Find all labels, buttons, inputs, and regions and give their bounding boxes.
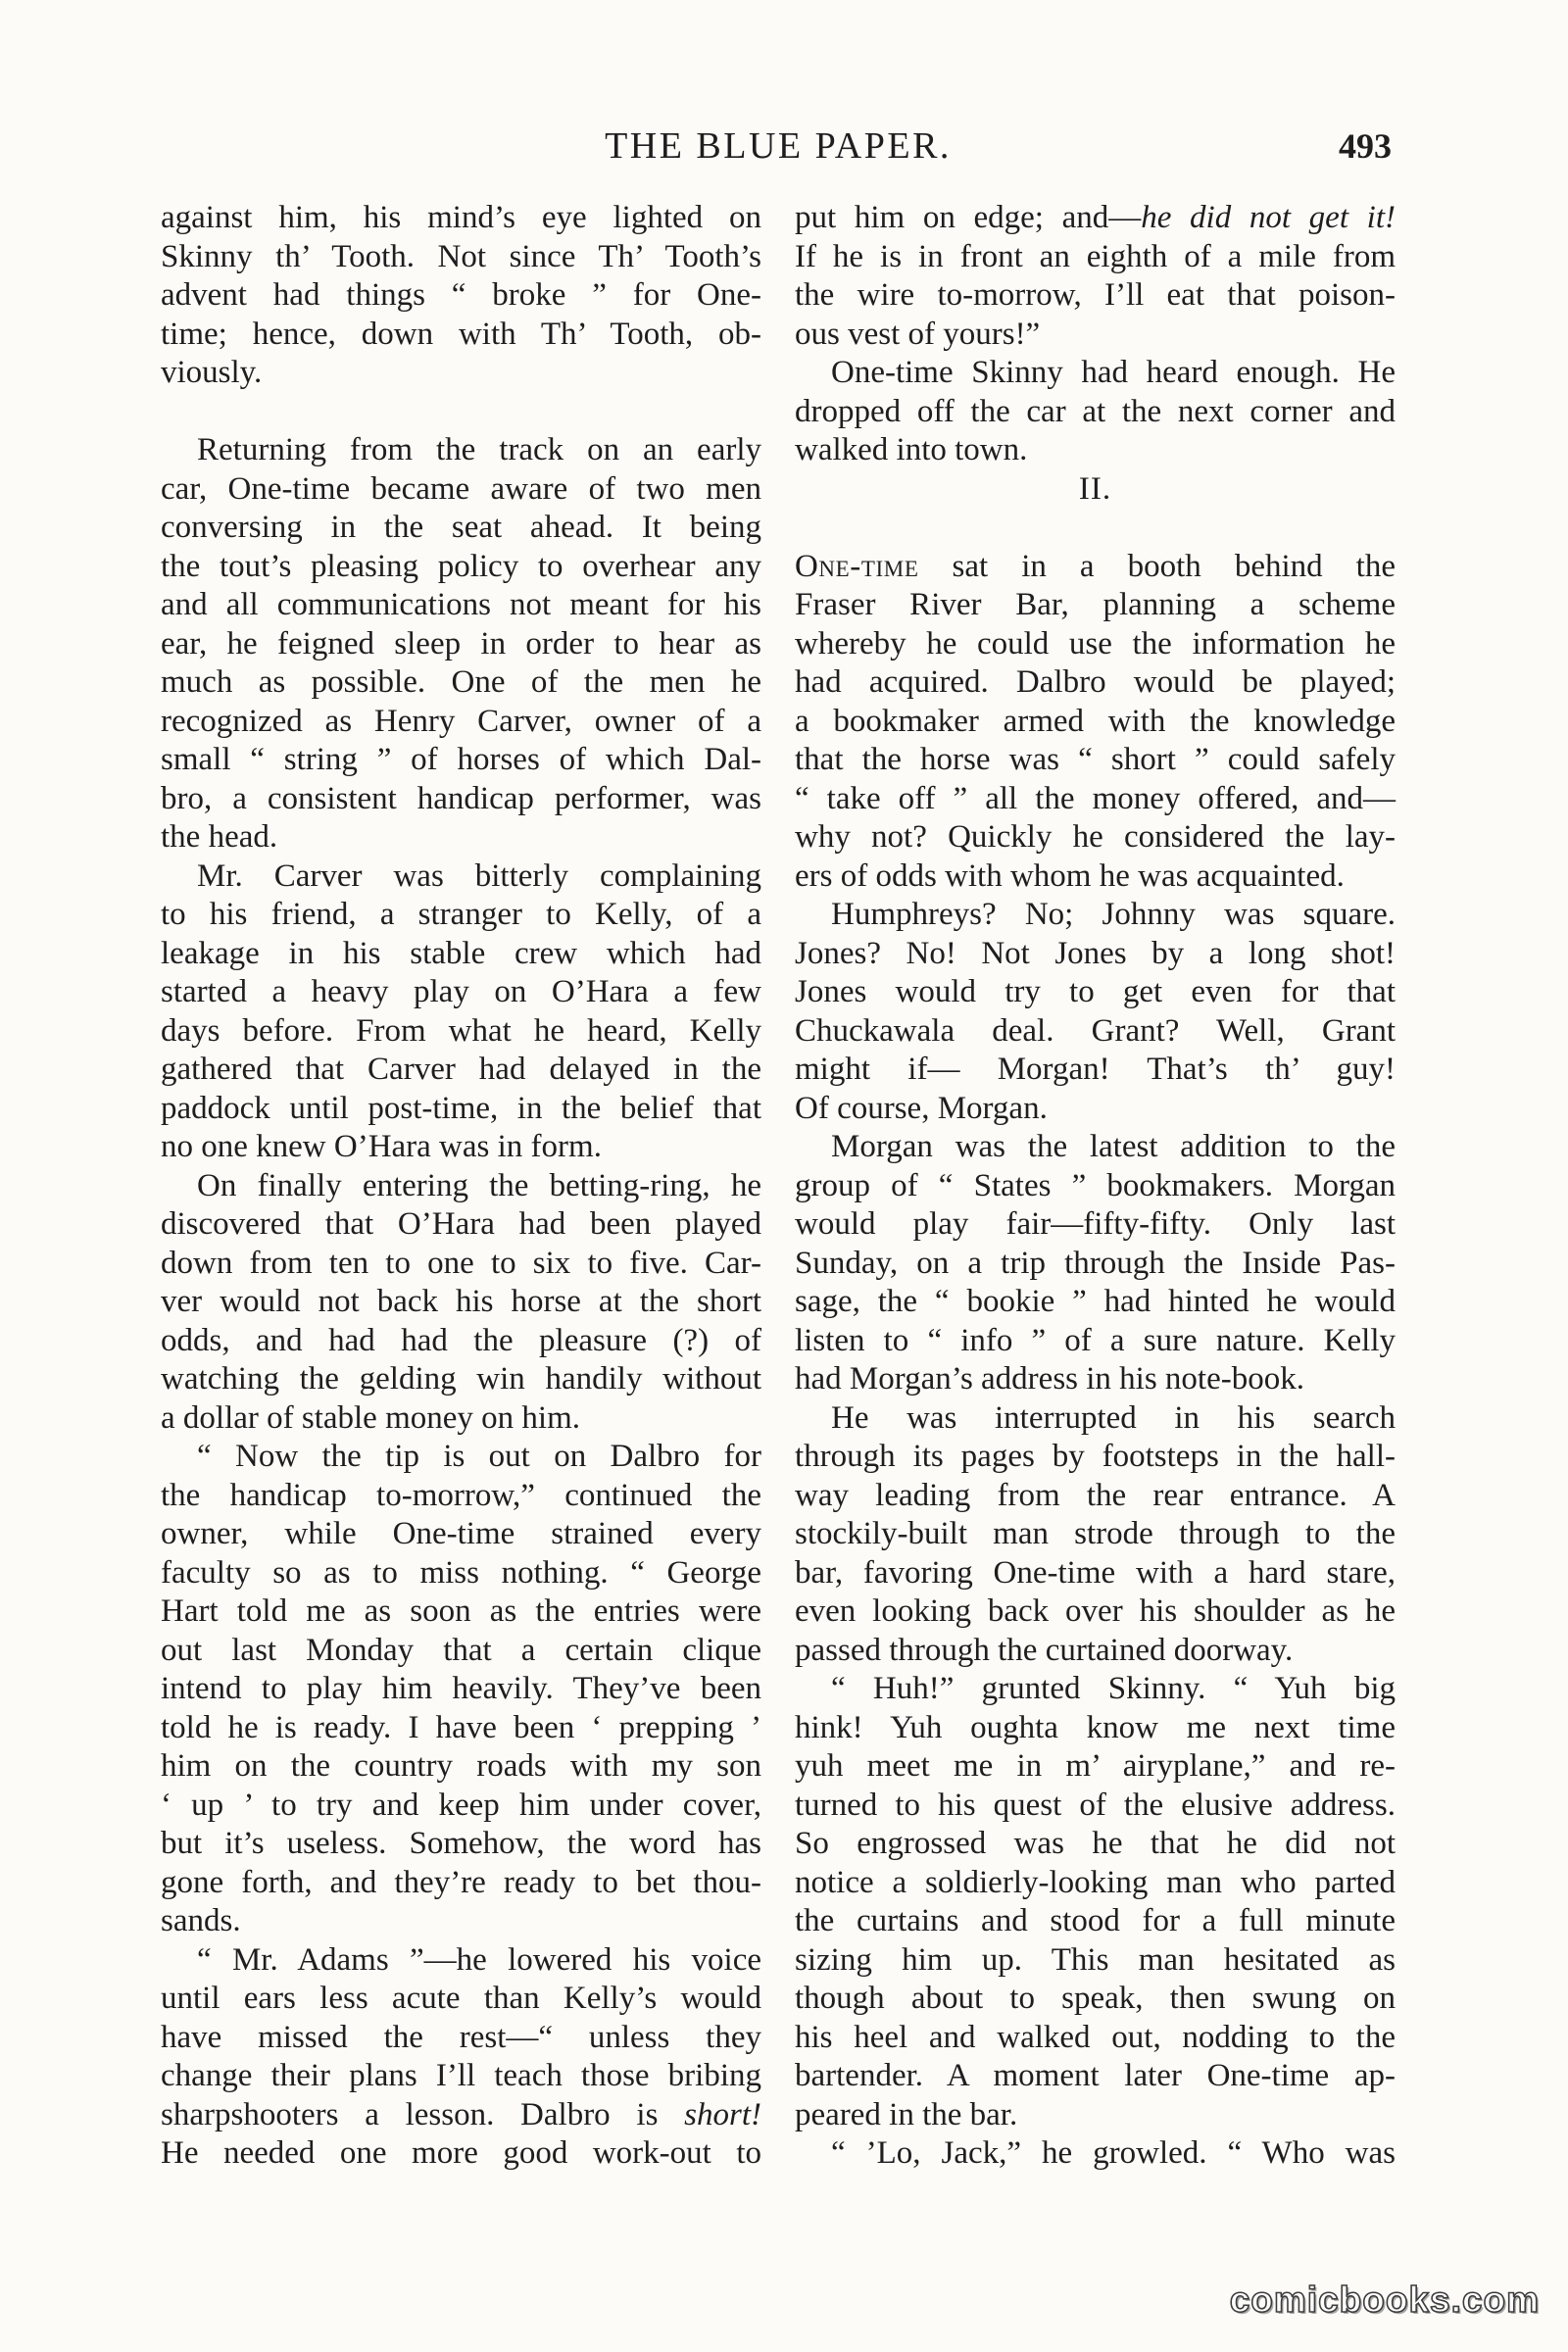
text-line: notice a soldierly-looking man who parted <box>795 1864 1396 1900</box>
text-line: walked into town. <box>795 432 1028 467</box>
text-line: Fraser River Bar, planning a scheme <box>795 587 1396 622</box>
paragraph <box>161 1941 761 2174</box>
text-line <box>795 199 1396 238</box>
text-line: Hart told me as soon as the entries were <box>161 1593 761 1629</box>
text-line: him on the country roads with my son <box>161 1748 761 1784</box>
text-line: a dollar of stable money on him. <box>161 1399 580 1436</box>
paragraph <box>795 354 1396 470</box>
text-line: bar, favoring One-time with a hard stare, <box>795 1554 1396 1591</box>
running-head-title: THE BLUE PAPER. <box>605 125 952 167</box>
paragraph <box>795 896 1396 1128</box>
text-run: put him on edge; and— <box>795 200 1142 235</box>
text-line: the curtains and stood for a full minute <box>795 1903 1396 1938</box>
text-line: even looking back over his shoulder as he <box>795 1593 1396 1629</box>
paragraph <box>161 858 761 1167</box>
text-line: out last Monday that a certain clique <box>161 1632 761 1668</box>
text-line: a bookmaker armed with the knowledge <box>795 703 1396 739</box>
text-line: “ Mr. Adams ”—he lowered his voice <box>197 1941 761 1978</box>
text-line: ous vest of yours!” <box>795 316 1041 352</box>
text-line: ‘ up ’ to try and keep him under cover, <box>161 1787 761 1823</box>
text-line: why not? Quickly he considered the lay- <box>795 819 1396 855</box>
text-line: sage, the “ bookie ” had hinted he would <box>795 1284 1396 1319</box>
text-line: odds, and had had the pleasure (?) of <box>161 1322 761 1358</box>
text-line: faculty so as to miss nothing. “ George <box>161 1554 761 1591</box>
paragraph <box>795 548 1396 897</box>
text-run: sat in a booth behind the <box>918 548 1396 584</box>
text-line: On finally entering the betting-ring, he <box>197 1167 761 1203</box>
text-line: He was interrupted in his search <box>831 1399 1396 1436</box>
text-line: much as possible. One of the men he <box>161 664 761 700</box>
text-line: whereby he could use the information he <box>795 625 1396 662</box>
text-line: change their plans I’ll teach those bribing <box>161 2058 761 2093</box>
story-scene <box>161 199 761 393</box>
text-line: had Morgan’s address in his note-book. <box>795 1361 1304 1396</box>
text-line: sizing him up. This man hesitated as <box>795 1941 1396 1978</box>
italic-text-run: short! <box>684 2096 761 2132</box>
story-scene <box>161 431 761 2174</box>
text-line: Chuckawala deal. Grant? Well, Grant <box>795 1012 1396 1049</box>
text-line: listen to “ info ” of a sure nature. Kelly <box>795 1322 1396 1358</box>
watermark: comicbooks.com <box>1229 2279 1540 2320</box>
text-line: small “ string ” of horses of which Dal- <box>161 742 761 777</box>
paragraph <box>795 1128 1396 1399</box>
right-column <box>795 199 1396 2174</box>
text-line: Of course, Morgan. <box>795 1090 1048 1126</box>
text-line: One-time Skinny had heard enough. He <box>831 355 1396 390</box>
text-line: days before. From what he heard, Kelly <box>161 1012 761 1049</box>
text-line: passed through the curtained doorway. <box>795 1632 1294 1668</box>
text-line: leakage in his stable crew which had <box>161 935 761 971</box>
story-scene <box>795 470 1396 2174</box>
text-line: Sunday, on a trip through the Inside Pas- <box>795 1245 1396 1281</box>
section-number: II. <box>1078 470 1112 507</box>
text-line: told he is ready. I have been ‘ prepping ’ <box>161 1709 761 1745</box>
text-line <box>795 548 1396 587</box>
text-line: time; hence, down with Th’ Tooth, ob- <box>161 316 761 352</box>
text-line: If he is in front an eighth of a mile from <box>795 238 1396 274</box>
text-line: watching the gelding win handily without <box>161 1361 761 1396</box>
text-line: stockily-built man strode through to the <box>795 1516 1396 1551</box>
text-line: way leading from the rear entrance. A <box>795 1477 1396 1513</box>
text-line: “ Huh!” grunted Skinny. “ Yuh big <box>831 1671 1396 1706</box>
text-line: Jones? No! Not Jones by a long shot! <box>795 935 1396 971</box>
text-line: recognized as Henry Carver, owner of a <box>161 703 761 739</box>
story-scene <box>795 199 1396 470</box>
text-run: sharpshooters a lesson. Dalbro is <box>161 2096 685 2132</box>
text-line: gathered that Carver had delayed in the <box>161 1052 761 1087</box>
italic-text-run: he did not get it! <box>1141 200 1396 235</box>
text-line: the handicap to-morrow,” continued the <box>161 1477 761 1513</box>
text-line: So engrossed was he that he did not <box>795 1826 1396 1861</box>
text-line: against him, his mind’s eye lighted on <box>161 200 761 235</box>
text-line: car, One-time became aware of two men <box>161 470 761 507</box>
paragraph <box>161 431 761 858</box>
text-line: the tout’s pleasing policy to overhear any <box>161 548 761 584</box>
paragraph <box>795 1399 1396 1671</box>
running-head <box>161 123 1396 169</box>
text-line: and all communications not meant for his <box>161 587 761 622</box>
paragraph <box>795 199 1396 354</box>
paragraph <box>161 1167 761 1439</box>
text-line: though about to speak, then swung on <box>795 1981 1396 2016</box>
text-line: his heel and walked out, nodding to the <box>795 2019 1396 2055</box>
text-line: might if— Morgan! That’s th’ guy! <box>795 1052 1396 1087</box>
text-line: hink! Yuh oughta know me next time <box>795 1709 1396 1745</box>
text-line: Morgan was the latest addition to the <box>831 1129 1396 1164</box>
text-line: but it’s useless. Somehow, the word has <box>161 1826 761 1861</box>
text-line: turned to his quest of the elusive address. <box>795 1787 1396 1823</box>
small-caps-text-run: One-time <box>795 548 919 584</box>
text-line: bartender. A moment later One-time ap- <box>795 2058 1396 2093</box>
text-line: sands. <box>161 1903 241 1938</box>
page-number: 493 <box>1339 126 1392 166</box>
text-line: advent had things “ broke ” for One- <box>161 277 761 313</box>
text-line: viously. <box>161 355 263 390</box>
paragraph <box>795 1670 1396 2134</box>
text-line: “ take off ” all the money offered, and— <box>795 780 1396 816</box>
text-line: through its pages by footsteps in the hall- <box>795 1439 1396 1474</box>
text-line: dropped off the car at the next corner and <box>795 393 1396 429</box>
text-line: gone forth, and they’re ready to bet thou- <box>161 1864 761 1900</box>
text-line: have missed the rest—“ unless they <box>161 2019 761 2055</box>
text-line: He needed one more good work-out to <box>161 2135 761 2171</box>
text-line: Jones would try to get even for that <box>795 974 1396 1009</box>
text-line: to his friend, a stranger to Kelly, of a <box>161 897 761 932</box>
text-line: bro, a consistent handicap performer, was <box>161 780 761 816</box>
left-column <box>161 199 761 2174</box>
text-line: until ears less acute than Kelly’s would <box>161 1981 761 2016</box>
text-line: “ ’Lo, Jack,” he growled. “ Who was <box>831 2135 1396 2171</box>
text-line: intend to play him heavily. They’ve been <box>161 1671 761 1706</box>
text-line: peared in the bar. <box>795 2096 1018 2132</box>
text-line: had acquired. Dalbro would be played; <box>795 664 1396 700</box>
text-line: ers of odds with whom he was acquainted. <box>795 858 1345 894</box>
text-line: yuh meet me in m’ airyplane,” and re- <box>795 1748 1396 1784</box>
text-line: started a heavy play on O’Hara a few <box>161 974 761 1009</box>
text-line: “ Now the tip is out on Dalbro for <box>197 1439 761 1474</box>
text-line: no one knew O’Hara was in form. <box>161 1129 602 1164</box>
text-line: Mr. Carver was bitterly complaining <box>197 858 761 894</box>
text-line: conversing in the seat ahead. It being <box>161 510 761 545</box>
text-line: owner, while One-time strained every <box>161 1516 761 1551</box>
text-line: ear, he feigned sleep in order to hear as <box>161 625 761 662</box>
text-line: group of “ States ” bookmakers. Morgan <box>795 1167 1396 1203</box>
paragraph <box>161 1438 761 1941</box>
text-line: Returning from the track on an early <box>197 432 761 467</box>
paragraph <box>161 199 761 393</box>
text-line: the head. <box>161 819 278 855</box>
text-line: would play fair—fifty-fifty. Only last <box>795 1206 1396 1242</box>
text-line: Skinny th’ Tooth. Not since Th’ Tooth’s <box>161 238 761 274</box>
text-line: down from ten to one to six to five. Car- <box>161 1245 761 1281</box>
text-line: ver would not back his horse at the short <box>161 1284 761 1319</box>
text-line: paddock until post-time, in the belief that <box>161 1090 761 1126</box>
text-line: the wire to-morrow, I’ll eat that poison- <box>795 277 1396 313</box>
text-line <box>161 2096 761 2135</box>
text-line: Humphreys? No; Johnny was square. <box>831 897 1396 932</box>
text-line: discovered that O’Hara had been played <box>161 1206 761 1242</box>
paragraph <box>795 2134 1396 2174</box>
text-line: that the horse was “ short ” could safely <box>795 742 1396 777</box>
